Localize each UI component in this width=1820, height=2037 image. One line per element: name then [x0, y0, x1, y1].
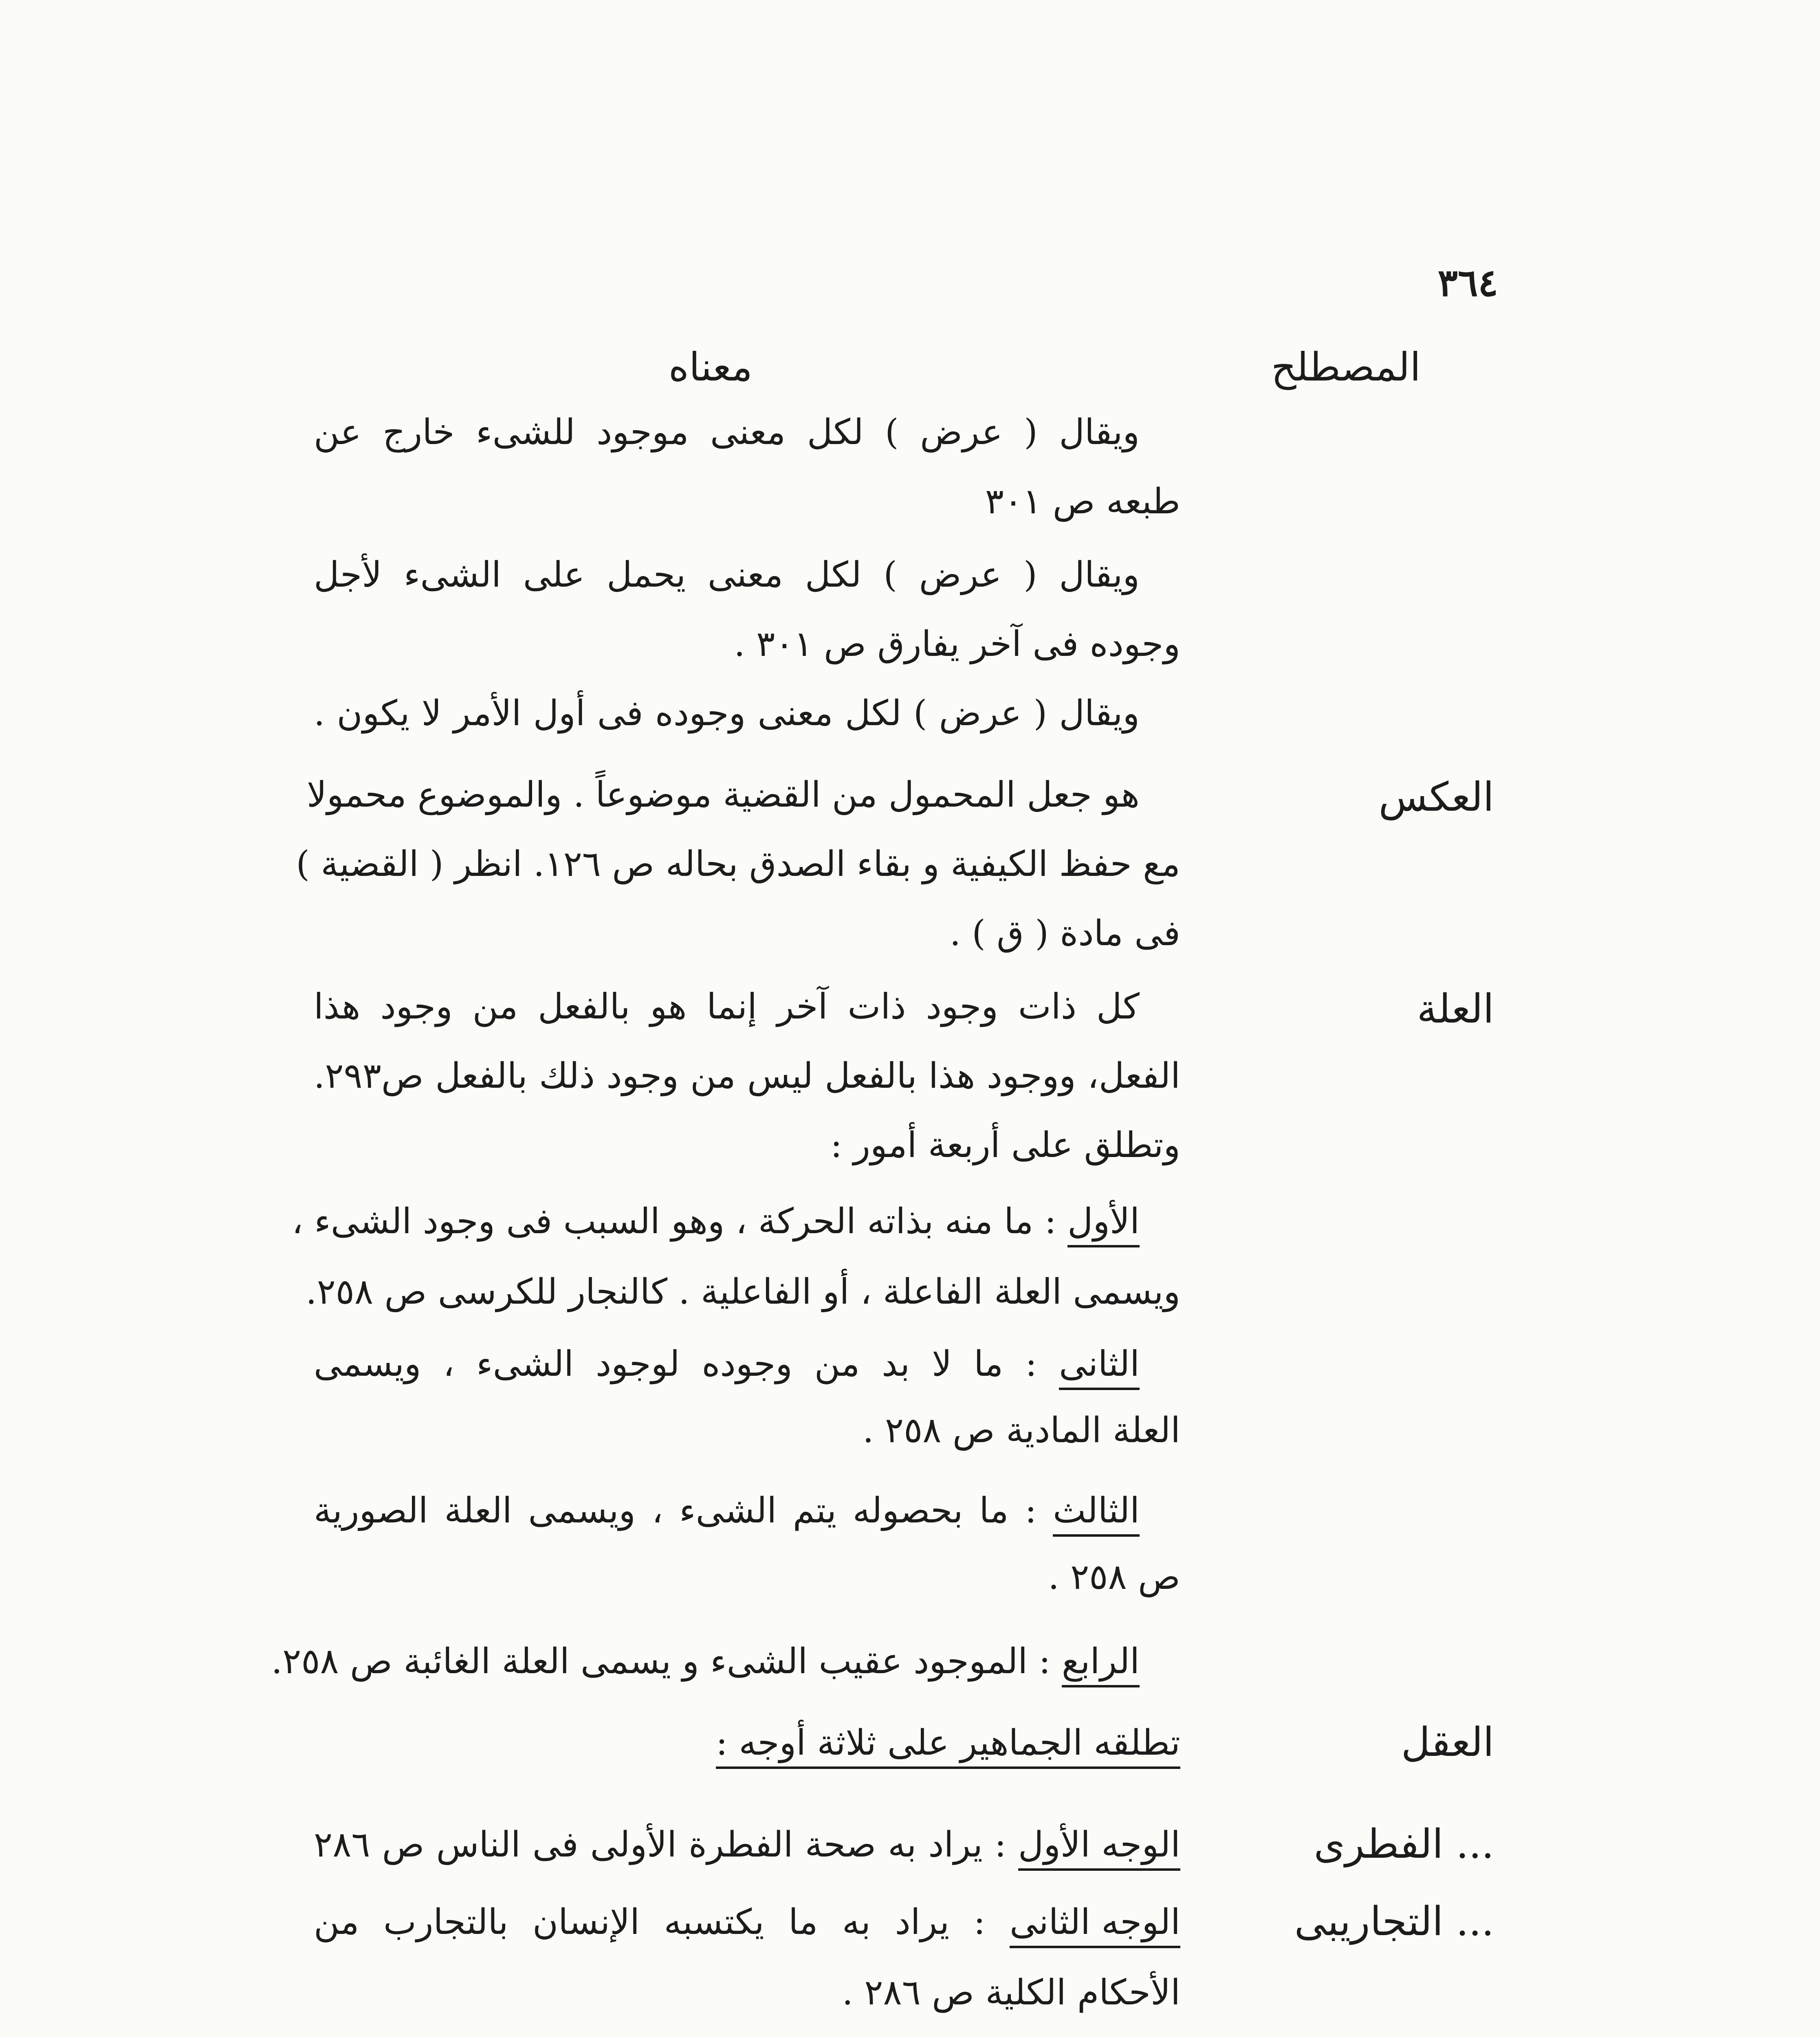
- illa-second-label: الثانى: [1059, 1340, 1140, 1390]
- illa-second-cont: العلة المادية ص ٢٥٨ .: [863, 1410, 1180, 1451]
- term-tajaribi: ... التجاريبى: [1294, 1898, 1494, 1945]
- illa-third-text: : ما بحصوله يتم الشىء ، ويسمى العلة الصورية: [314, 1490, 1037, 1531]
- arad-line-1: ويقال ( عرض ) لكل معنى موجود للشىء خارج عن: [314, 412, 1140, 453]
- illa-third-line: [314, 1487, 1180, 1537]
- illa-fourth-label: الرابع: [1062, 1638, 1140, 1687]
- aql-intro: [716, 1719, 1180, 1769]
- arad-line-3: ويقال ( عرض ) لكل معنى يحمل على الشىء لأجل: [314, 554, 1140, 595]
- term-aks: العكس: [1378, 774, 1494, 821]
- illa-first-cont: ويسمى العلة الفاعلة ، أو الفاعلية . كالنجار للكرسى ص ٢٥٨.: [306, 1271, 1180, 1312]
- arad-line-2: طبعه ص ٣٠١: [985, 481, 1180, 522]
- arad-line-4: وجوده فى آخر يفارق ص ٣٠١ .: [734, 624, 1180, 664]
- illa-first-label: الأول: [1067, 1198, 1140, 1247]
- aql-intro-text: تطلقه الجماهير على ثلاثة أوجه :: [716, 1719, 1180, 1769]
- illa-third-cont: ص ٢٥٨ .: [1048, 1557, 1180, 1597]
- page-number: ٣٦٤: [1437, 261, 1498, 305]
- aql-v2-cont: الأحكام الكلية ص ٢٨٦ .: [842, 1972, 1180, 2013]
- illa-first-line: [292, 1198, 1180, 1247]
- aks-line-1: هو جعل المحمول من القضية موضوعاً . والموضوع محمولا: [306, 774, 1140, 815]
- illa-second-text: : ما لا بد من وجوده لوجود الشىء ، ويسمى: [314, 1344, 1037, 1384]
- illa-first-text: : ما منه بذاته الحركة ، وهو السبب فى وجود الشىء ،: [292, 1201, 1056, 1242]
- illa-fourth-line: [271, 1638, 1180, 1687]
- aql-v2-label: الوجه الثانى: [1010, 1898, 1180, 1948]
- illa-line-1: كل ذات وجود ذات آخر إنما هو بالفعل من وجود هذا: [314, 986, 1140, 1027]
- aql-v1-text: : يراد به صحة الفطرة الأولى فى الناس ص ٢٨٦: [314, 1824, 1006, 1865]
- aks-line-2: مع حفظ الكيفية و بقاء الصدق بحاله ص ١٢٦. انظر ( القضية ): [296, 844, 1180, 884]
- term-illa: العلة: [1417, 986, 1494, 1032]
- illa-line-2: الفعل، ووجود هذا بالفعل ليس من وجود ذلك بالفعل ص٢٩٣.: [314, 1056, 1180, 1096]
- term-aql: العقل: [1401, 1719, 1494, 1766]
- illa-fourth-text: : الموجود عقيب الشىء و يسمى العلة الغائبة ص ٢٥٨.: [271, 1641, 1051, 1682]
- aql-v1-label: الوجه الأول: [1018, 1821, 1180, 1871]
- aks-line-3: فى مادة ( ق ) .: [949, 913, 1180, 954]
- illa-second-line: [314, 1340, 1180, 1390]
- column-header-term: المصطلح: [1271, 344, 1421, 390]
- term-fitri: ... الفطرى: [1314, 1821, 1494, 1868]
- illa-line-3: وتطلق على أربعة أمور :: [830, 1125, 1180, 1166]
- arad-line-5: ويقال ( عرض ) لكل معنى وجوده فى أول الأمر لا يكون .: [314, 693, 1140, 734]
- illa-third-label: الثالث: [1053, 1487, 1140, 1537]
- aql-v2-line: [314, 1898, 1180, 1948]
- column-header-meaning: معناه: [668, 344, 753, 390]
- aql-v2-text: : يراد به ما يكتسبه الإنسان بالتجارب من: [314, 1902, 986, 1942]
- aql-v1-line: [314, 1821, 1180, 1871]
